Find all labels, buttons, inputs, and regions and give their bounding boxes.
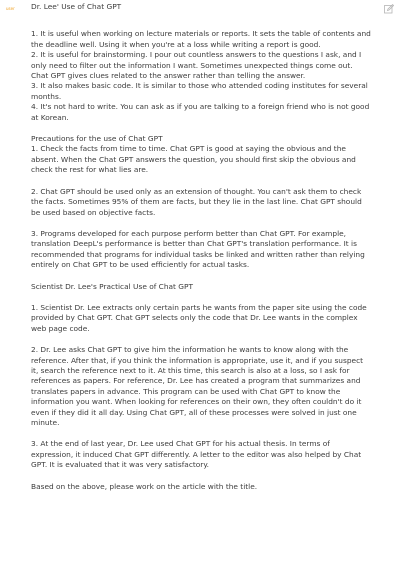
practical-item: 2. Dr. Lee asks Chat GPT to give him the information he wants to know along with the reference. After that, if you think the information is appropriate, use it, and if you suspect it, search the reference next to it. At this time, this search is also at a loss, so I ask for references as papers. For reference, Dr. Lee has created a program that summarizes and translates papers in advance. This program can be used with Chat GPT to know the information you want. When looking for references on their own, they often couldn't do it even if they did it all day. Using Chat GPT, all of these processes were solved in just one minute. [31, 345, 366, 427]
precaution-item: 3. Programs developed for each purpose perform better than Chat GPT. For example, translation DeepL's performance is better than Chat GPT's translation performance. It is recommended that programs for individual tasks be linked and written rather than relying entirely on Chat GPT to be used efficiently for actual tasks. [31, 228, 368, 270]
message-title: Dr. Lee' Use of Chat GPT [31, 2, 122, 11]
user-avatar: user [6, 6, 15, 11]
practical-heading: Scientist Dr. Lee's Practical Use of Chat GPT [31, 281, 194, 291]
precaution-item: 1. Check the facts from time to time. Chat GPT is good at saying the obvious and the absent. When the Chat GPT answers the question, you should first skip the obvious and check the rest for what lies are. [31, 144, 359, 175]
practical-item: 3. At the end of last year, Dr. Lee used Chat GPT for his actual thesis. In terms of expression, it induced Chat GPT differently. A letter to the editor was also helped by Chat GPT. It is evaluated that it was very satisfactory. [31, 439, 364, 470]
use-item: 4. It's not hard to write. You can ask as if you are talking to a foreign friend who is not good at Korean. [31, 102, 372, 122]
use-item: 2. It is useful for brainstorming. I pour out countless answers to the questions I ask, and I only need to filter out the information I want. Sometimes unexpected things come out. Chat GPT gives clues related to the answer rather than telling the answer. [31, 50, 364, 81]
user-message [31, 2, 374, 492]
practical-item: 1. Scientist Dr. Lee extracts only certain parts he wants from the paper site using the code provided by Chat GPT. Chat GPT selects only the code that Dr. Lee wants in the complex web page code. [31, 302, 370, 333]
edit-icon[interactable] [384, 4, 394, 14]
closing-line: Based on the above, please work on the article with the title. [31, 481, 258, 491]
use-item: 3. It also makes basic code. It is similar to those who attended coding institutes for several months. [31, 81, 371, 101]
use-item: 1. It is useful when working on lecture materials or reports. It sets the table of contents and the deadline well. Using it when you're at a loss while writing a report is good. [31, 29, 374, 49]
precautions-heading: Precautions for the use of Chat GPT [31, 134, 163, 144]
precaution-item: 2. Chat GPT should be used only as an extension of thought. You can't ask them to check the facts. Sometimes 95% of them are facts, but they lie in the last line. Chat GPT should be used based on objective facts. [31, 186, 365, 217]
